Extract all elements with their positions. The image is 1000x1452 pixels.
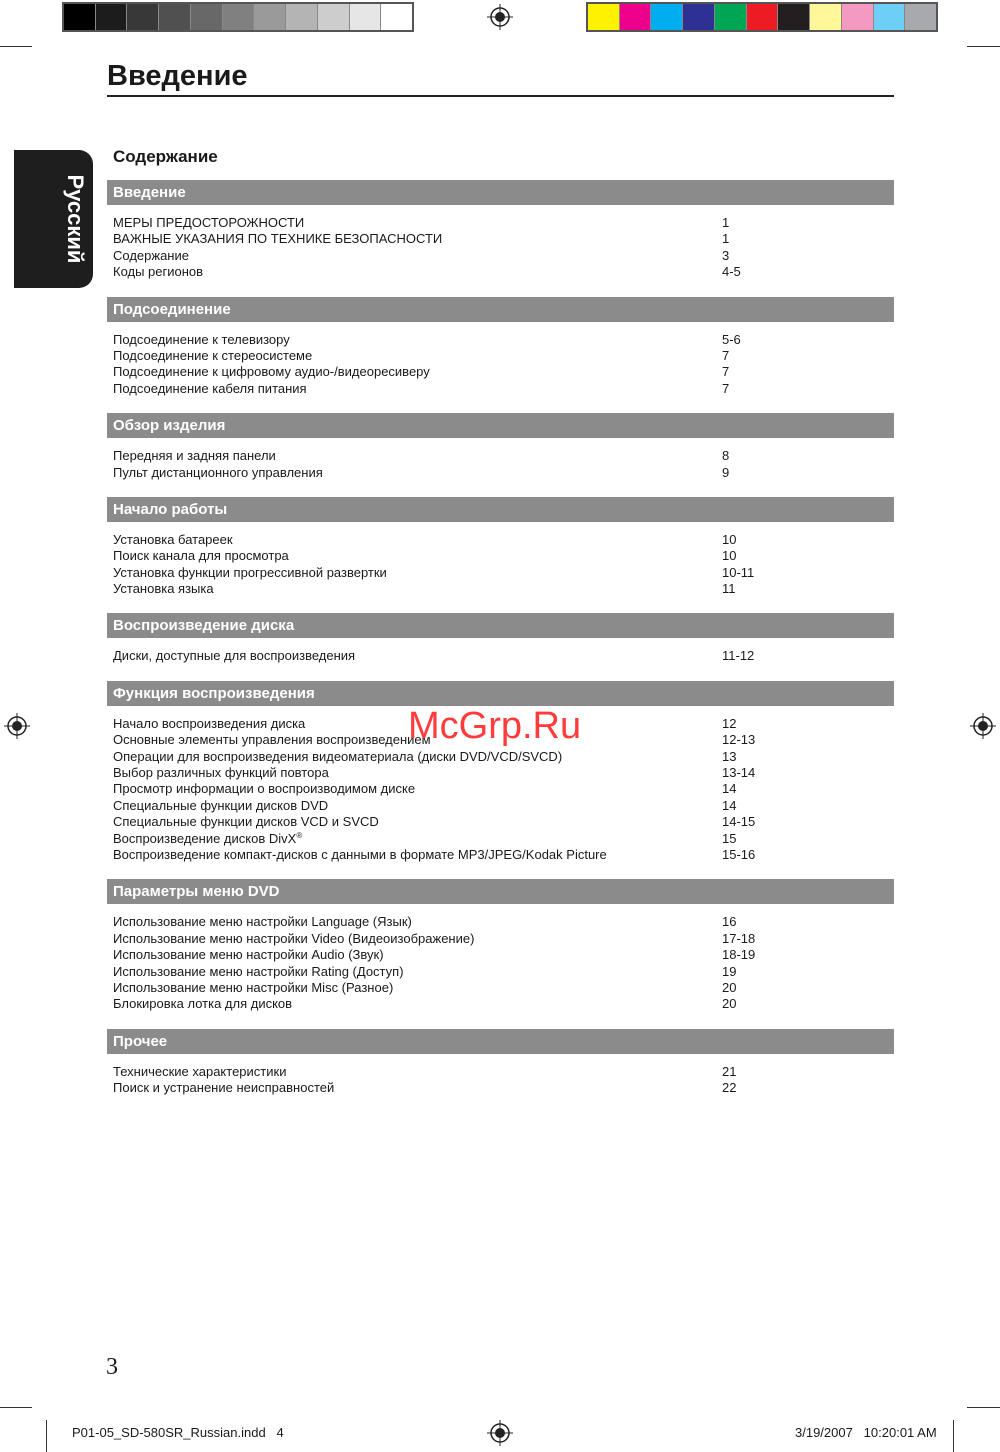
toc-section <box>107 180 894 281</box>
toc-entry-text: Использование меню настройки Video (Видеоизображение) <box>113 930 475 946</box>
color-swatch <box>874 4 906 30</box>
toc-entry-page: 11-12 <box>722 648 755 664</box>
toc-entry <box>107 465 894 481</box>
toc-entry-label <box>113 914 412 930</box>
section-header: Начало работы <box>107 497 894 522</box>
registered-mark: ® <box>296 830 303 840</box>
toc-entry-label <box>113 215 304 231</box>
section-header: Параметры меню DVD <box>107 879 894 904</box>
toc-entry-label <box>113 231 442 247</box>
toc-entry-page: 13-14 <box>722 765 756 781</box>
toc-entry <box>107 814 894 830</box>
toc-entry-text: Специальные функции дисков VCD и SVCD <box>113 814 379 830</box>
toc-entry-text: Воспроизведение дисков DivX <box>113 830 297 846</box>
toc-entry <box>107 248 894 264</box>
toc-entry-label <box>113 565 387 581</box>
section-header: Подсоединение <box>107 297 894 322</box>
toc-entry-label <box>113 381 307 397</box>
toc-entry-text: Блокировка лотка для дисков <box>113 996 293 1012</box>
toc-entry-page: 15 <box>722 830 737 846</box>
toc-entry-label <box>113 947 384 963</box>
process-color-bar <box>586 2 938 32</box>
toc-entry <box>107 914 894 930</box>
toc-entry-label <box>113 581 214 597</box>
toc-entry-page: 22 <box>722 1080 737 1096</box>
toc-entry-page: 1 <box>722 215 730 230</box>
toc-entry-text: Пульт дистанционного управления <box>113 464 323 480</box>
toc-entry <box>107 749 894 765</box>
toc-entry-page: 11 <box>722 581 736 597</box>
toc-entry-label <box>113 716 305 732</box>
toc-entry-label <box>113 648 355 664</box>
toc-entry-text: Просмотр информации о воспроизводимом диске <box>113 781 416 797</box>
toc-entry-text: Использование меню настройки Rating (Доступ) <box>113 963 404 979</box>
toc-entry-page: 14 <box>722 797 737 813</box>
toc-entry-text: Диски, доступные для воспроизведения <box>113 648 356 664</box>
color-swatch <box>159 4 191 30</box>
toc-entry-page: 19 <box>722 963 737 979</box>
toc-entry-text: Подсоединение к телевизору <box>113 331 290 347</box>
toc-entry-page: 13 <box>722 748 737 764</box>
toc-entry-text: Поиск и устранение неисправностей <box>113 1080 335 1096</box>
toc-entry <box>107 581 894 597</box>
crop-mark <box>953 1420 954 1452</box>
toc-entry-page: 20 <box>722 979 737 995</box>
color-swatch <box>350 4 382 30</box>
toc-entry <box>107 831 894 847</box>
toc-entry-text: Подсоединение к стереосистеме <box>113 347 313 363</box>
toc-entry-text: Операции для воспроизведения видеоматериала (диски DVD/VCD/SVCD) <box>113 748 563 764</box>
color-swatch <box>381 4 412 30</box>
color-swatch <box>842 4 874 30</box>
toc-entry-page: 15-16 <box>722 846 756 862</box>
toc-entry-page: 7 <box>722 380 730 396</box>
toc-entry-page: 14-15 <box>722 814 756 830</box>
toc-entry <box>107 964 894 980</box>
toc-entry-text: Коды регионов <box>113 264 204 280</box>
toc-entry <box>107 332 894 348</box>
toc-section <box>107 1029 894 1097</box>
toc-entry-label <box>113 798 328 814</box>
toc-entry-page: 12-13 <box>722 732 756 748</box>
toc-entry-text: Использование меню настройки Language (Язык) <box>113 914 412 930</box>
toc-entry <box>107 931 894 947</box>
color-swatch <box>127 4 159 30</box>
toc-entry-label <box>113 348 312 364</box>
toc-entry-text: Воспроизведение компакт-дисков с данными в формате MP3/JPEG/Kodak Picture <box>113 846 607 862</box>
table-of-contents <box>107 180 894 1113</box>
toc-entry-page: 4-5 <box>722 264 741 280</box>
toc-entry-text: Передняя и задняя панели <box>113 448 276 464</box>
toc-entry <box>107 348 894 364</box>
toc-entry-label <box>113 1080 334 1096</box>
toc-entry-text: Технические характеристики <box>113 1063 287 1079</box>
toc-entry-page: 9 <box>722 464 730 480</box>
toc-entry <box>107 381 894 397</box>
toc-entry <box>107 1080 894 1096</box>
toc-entry-text: Установка функции прогрессивной развертки <box>113 564 387 580</box>
toc-entry <box>107 765 894 781</box>
toc-entry-label <box>113 264 203 280</box>
color-swatch <box>96 4 128 30</box>
toc-entry <box>107 364 894 380</box>
toc-entry-page: 5-6 <box>722 331 741 347</box>
crop-mark <box>46 1420 47 1452</box>
watermark: McGrp.Ru <box>408 705 582 747</box>
color-swatch <box>651 4 683 30</box>
toc-entry <box>107 448 894 464</box>
color-swatch <box>64 4 96 30</box>
toc-entry <box>107 947 894 963</box>
toc-entry-label <box>113 332 290 348</box>
toc-entry-label <box>113 532 233 548</box>
page-number: 3 <box>106 1354 118 1380</box>
toc-section <box>107 297 894 398</box>
section-entries <box>107 638 894 664</box>
color-swatch <box>254 4 286 30</box>
toc-entry <box>107 548 894 564</box>
toc-entry <box>107 532 894 548</box>
toc-entry <box>107 798 894 814</box>
toc-entry-page: 10 <box>722 531 737 547</box>
toc-entry <box>107 847 894 863</box>
toc-entry-text: Установка языка <box>113 581 214 597</box>
toc-entry-label <box>113 248 189 264</box>
toc-entry-text: Использование меню настройки Misc (Разное) <box>113 979 394 995</box>
toc-entry-label <box>113 931 474 947</box>
toc-entry-text: Основные элементы управления воспроизведением <box>113 732 431 748</box>
color-swatch <box>223 4 255 30</box>
crop-mark <box>967 1407 1000 1408</box>
color-swatch <box>191 4 223 30</box>
toc-entry-page: 10-11 <box>722 564 755 580</box>
section-entries <box>107 205 894 281</box>
toc-entry-page: 1 <box>722 231 730 247</box>
toc-entry-page: 16 <box>722 914 737 930</box>
registration-mark-icon <box>487 4 513 30</box>
color-swatch <box>778 4 810 30</box>
toc-entry-page: 21 <box>722 1063 737 1079</box>
toc-section <box>107 413 894 481</box>
toc-entry <box>107 996 894 1012</box>
toc-entry-label <box>113 765 329 781</box>
grayscale-color-bar <box>62 2 414 32</box>
toc-entry-text: Начало воспроизведения диска <box>113 715 306 731</box>
toc-entry <box>107 1064 894 1080</box>
section-header: Воспроизведение диска <box>107 613 894 638</box>
toc-entry-label <box>113 831 302 847</box>
section-header: Обзор изделия <box>107 413 894 438</box>
section-entries <box>107 522 894 598</box>
toc-entry-text: ВАЖНЫЕ УКАЗАНИЯ ПО ТЕХНИКЕ БЕЗОПАСНОСТИ <box>113 231 443 247</box>
toc-entry-label <box>113 996 292 1012</box>
toc-entry-text: Специальные функции дисков DVD <box>113 797 329 813</box>
page-title: Введение <box>107 60 248 92</box>
color-swatch <box>905 4 936 30</box>
toc-entry-label <box>113 448 276 464</box>
toc-entry-page: 14 <box>722 781 737 797</box>
toc-entry-page: 12 <box>722 715 737 731</box>
section-entries <box>107 322 894 398</box>
color-swatch <box>620 4 652 30</box>
toc-entry-text: Подсоединение к цифровому аудио-/видеоресиверу <box>113 364 430 380</box>
color-swatch <box>286 4 318 30</box>
title-divider <box>107 95 894 97</box>
toc-heading: Содержание <box>113 147 218 166</box>
color-swatch <box>588 4 620 30</box>
toc-entry-label <box>113 1064 286 1080</box>
section-header: Функция воспроизведения <box>107 681 894 706</box>
toc-entry-page: 7 <box>722 347 730 363</box>
toc-entry <box>107 648 894 664</box>
toc-entry-text: Содержание <box>113 247 189 263</box>
toc-section <box>107 613 894 664</box>
toc-entry-label <box>113 732 431 748</box>
toc-entry <box>107 781 894 797</box>
registration-mark-icon <box>970 713 996 739</box>
section-header: Прочее <box>107 1029 894 1054</box>
toc-entry <box>107 980 894 996</box>
toc-entry <box>107 231 894 247</box>
language-tab-label: Русский <box>63 174 88 264</box>
toc-entry-label <box>113 465 323 481</box>
toc-entry-label <box>113 364 430 380</box>
toc-entry-page: 10 <box>722 548 737 564</box>
crop-mark <box>967 46 1000 47</box>
crop-mark <box>0 1407 32 1408</box>
color-swatch <box>810 4 842 30</box>
toc-entry-text: Использование меню настройки Audio (Звук) <box>113 947 384 963</box>
section-entries <box>107 904 894 1012</box>
toc-entry-text: Выбор различных функций повтора <box>113 765 329 781</box>
toc-entry-text: Подсоединение кабеля питания <box>113 380 307 396</box>
toc-entry-page: 20 <box>722 996 737 1012</box>
toc-entry-page: 17-18 <box>722 930 756 946</box>
toc-entry-label <box>113 964 404 980</box>
toc-entry-page: 3 <box>722 247 730 263</box>
registration-mark-icon <box>4 713 30 739</box>
toc-section <box>107 879 894 1012</box>
toc-entry <box>107 264 894 280</box>
section-entries <box>107 438 894 481</box>
footer-datetime: 3/19/2007 10:20:01 AM <box>795 1425 937 1440</box>
toc-entry-text: Поиск канала для просмотра <box>113 548 289 564</box>
toc-entry-page: 7 <box>722 364 730 380</box>
toc-entry-label <box>113 781 415 797</box>
section-entries <box>107 1054 894 1097</box>
crop-mark <box>0 46 32 47</box>
toc-entry-label <box>113 814 379 830</box>
toc-entry <box>107 565 894 581</box>
toc-entry-text: МЕРЫ ПРЕДОСТОРОЖНОСТИ <box>113 215 305 230</box>
toc-entry-label <box>113 749 562 765</box>
toc-section <box>107 497 894 598</box>
toc-entry-text: Установка батареек <box>113 531 233 547</box>
toc-entry-label <box>113 980 393 996</box>
registration-mark-icon <box>487 1420 513 1446</box>
color-swatch <box>715 4 747 30</box>
color-swatch <box>683 4 715 30</box>
footer-file-name: P01-05_SD-580SR_Russian.indd 4 <box>72 1425 284 1440</box>
color-swatch <box>318 4 350 30</box>
toc-entry-page: 18-19 <box>722 947 756 963</box>
toc-entry-page: 8 <box>722 448 730 464</box>
toc-entry-label <box>113 847 607 863</box>
section-header: Введение <box>107 180 894 205</box>
toc-entry <box>107 215 894 231</box>
toc-entry-label <box>113 548 289 564</box>
color-swatch <box>747 4 779 30</box>
